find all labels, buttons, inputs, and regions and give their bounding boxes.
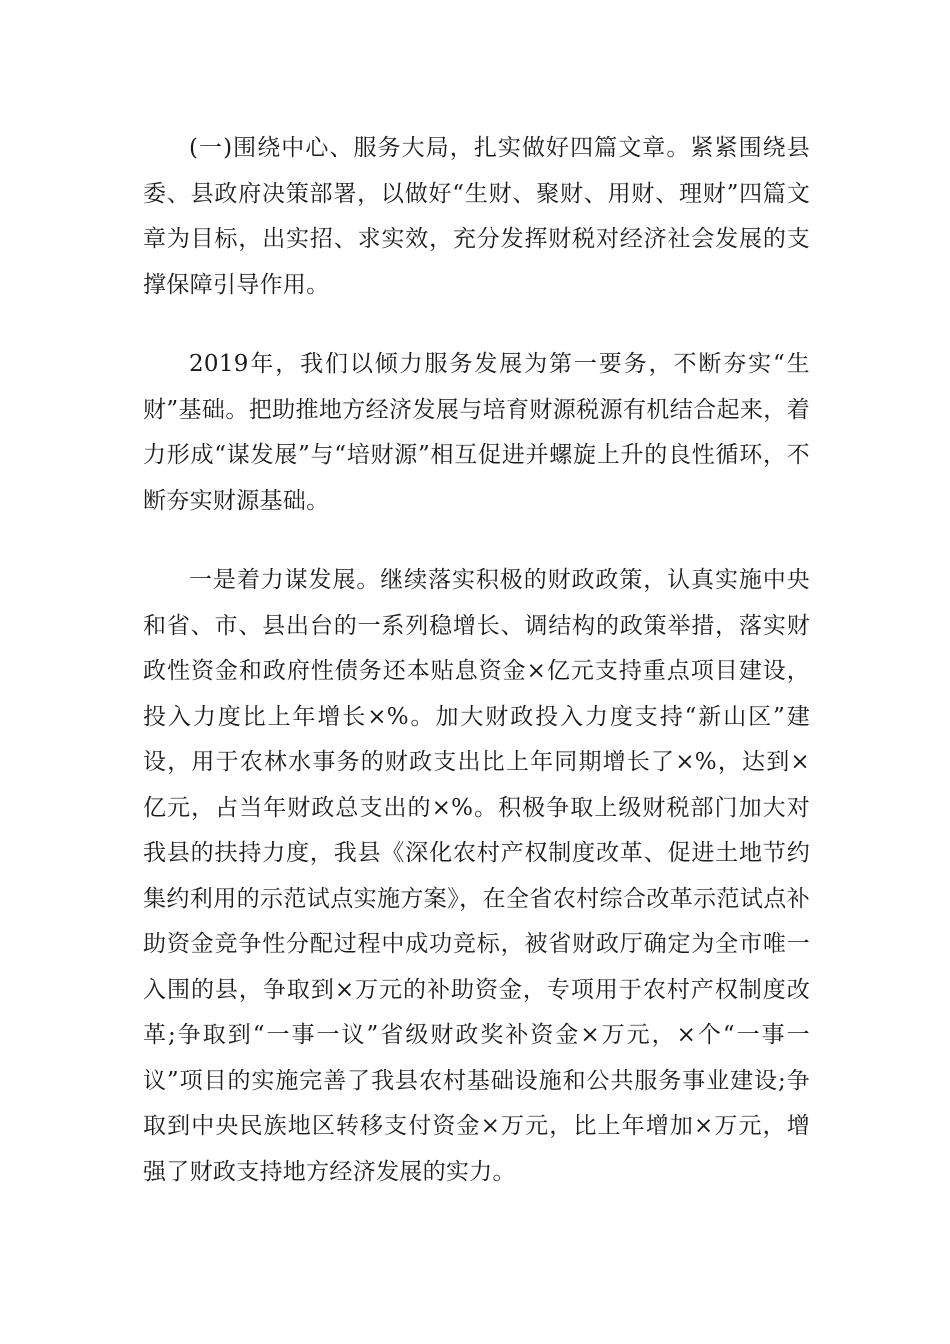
paragraph-1: (一)围绕中心、服务大局，扎实做好四篇文章。紧紧围绕县委、县政府决策部署，以做好“生财、聚财、用财、理财”四篇文章为目标，出实招、求实效，充分发挥财税对经济社会发展的支撑保障引导作用。: [143, 135, 810, 298]
paragraph-2: 2019年，我们以倾力服务发展为第一要务，不断夯实“生财”基础。把助推地方经济发展与培育财源税源有机结合起来，着力形成“谋发展”与“培财源”相互促进并螺旋上升的良性循环，不断夯实财源基础。: [143, 351, 810, 514]
paragraph-3: 一是着力谋发展。继续落实积极的财政政策，认真实施中央和省、市、县出台的一系列稳增长、调结构的政策举措，落实财政性资金和政府性债务还本贴息资金×亿元支持重点项目建设，投入力度比上年增长×%。加大财政投入力度支持“新山区”建设，用于农林水事务的财政支出比上年同期增长了×%，达到×亿元，占当年财政总支出的×%。积极争取上级财税部门加大对我县的扶持力度，我县《深化农村产权制度改革、促进土地节约集约利用的示范试点实施方案》，在全省农村综合改革示范试点补助资金竞争性分配过程中成功竞标，被省财政厅确定为全市唯一入围的县，争取到×万元的补助资金，专项用于农村产权制度改革;争取到“一事一议”省级财政奖补资金×万元，×个“一事一议”项目的实施完善了我县农村基础设施和公共服务事业建设;争取到中央民族地区转移支付资金×万元，比上年增加×万元，增强了财政支持地方经济发展的实力。: [143, 567, 810, 1185]
